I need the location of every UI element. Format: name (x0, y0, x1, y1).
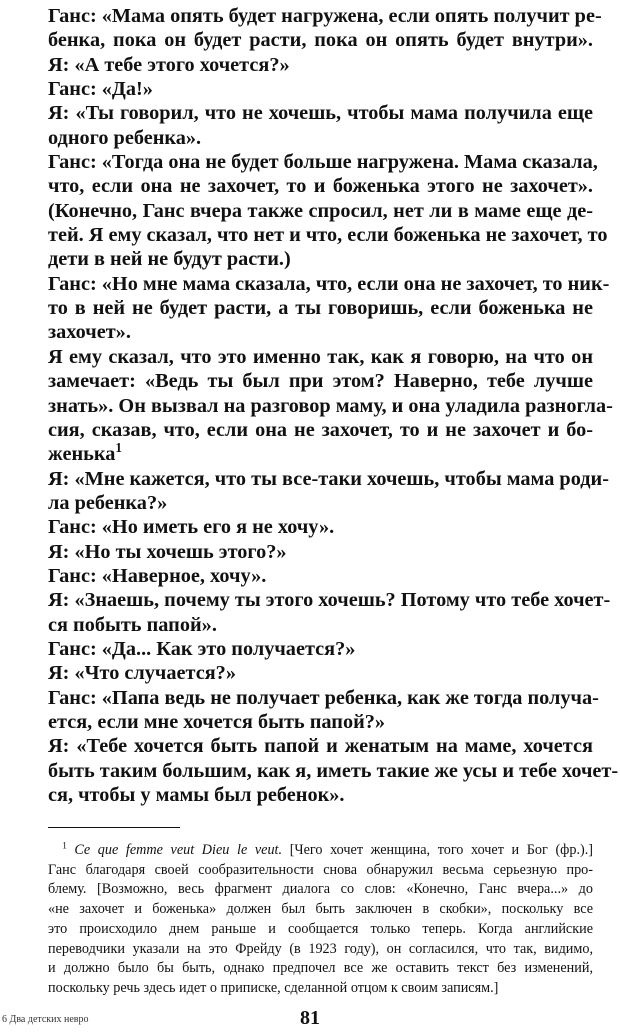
text-line: Я: «Мне кажется, что ты все-таки хочешь, чтобы мама роди- (48, 467, 609, 490)
text-line: быть таким большим, как я, иметь такие же усы и тебе хочет- (48, 759, 619, 782)
text-line: Ганс: «Да... Как это получается?» (48, 637, 356, 660)
footnote-quote: Ce que femme veut Dieu le veut. (74, 842, 283, 858)
text-line: захочет». (48, 321, 131, 344)
footnote-line: Ганс благодаря своей сообразительности снова обнаружил весьма серьезную про- (48, 861, 593, 878)
text-line: одного ребенка». (48, 126, 202, 149)
footnote-line: и должно было бы быть, однако предпочел все же оставить текст без изменений, (48, 960, 593, 977)
text-line: Ганс: «Тогда она не будет больше нагружена. Мама сказала, (48, 151, 598, 174)
main-text (48, 4, 619, 807)
footnote-line: это происходило днем раньше и сообщается только теперь. Когда английские (48, 920, 593, 937)
page-number: 81 (300, 1007, 320, 1029)
text-line: Ганс: «Но мне мама сказала, что, если она не захочет, то ник- (48, 272, 610, 295)
text-line: что, если она не захочет, то и боженька этого не захочет». (48, 175, 593, 198)
footnote-marker: 1 (62, 840, 67, 851)
text-line: тей. Я ему сказал, что нет и что, если боженька не захочет, то (48, 224, 608, 247)
text-line: Я: «Что случается?» (48, 662, 236, 685)
text-line: Ганс: «Наверное, хочу». (48, 564, 267, 587)
text-line: ся, чтобы у мамы был ребенок». (48, 784, 345, 806)
text-line: Я: «Но ты хочешь этого?» (48, 540, 287, 563)
text-line: ся побыть папой». (48, 613, 217, 636)
footnote (48, 841, 593, 999)
text-line-content: женька (48, 443, 116, 466)
text-line: бенка, пока он будет расти, пока он опять будет внутри». (48, 29, 593, 52)
footnote-line (48, 841, 593, 861)
text-line (48, 442, 593, 466)
text-line: (Конечно, Ганс вчера также спросил, нет ли в маме еще де- (48, 199, 593, 222)
text-line: знать». Он вызвал на разговор маму, и она уладила разногла- (48, 394, 613, 417)
footnote-line: переводчики указали на это Фрейду (в 1923 году), он согласился, что так, видимо, (48, 940, 593, 957)
text-line: дети в ней не будут расти.) (48, 248, 291, 271)
text-line: Я: «Тебе хочется быть папой и женатым на маме, хочется (48, 735, 593, 758)
footnote-line: блему. [Возможно, весь фрагмент диалога со слов: «Конечно, Ганс вчера...» до (48, 881, 593, 898)
text-line: Ганс: «Мама опять будет нагружена, если опять получит ре- (48, 5, 602, 27)
text-line: сия, сказав, что, если она не захочет, то и не захочет и бо- (48, 418, 593, 441)
text-line: Я: «Ты говорил, что не хочешь, чтобы мама получила еще (48, 102, 593, 125)
text-line: Я: «А тебе этого хочется?» (48, 53, 290, 76)
footnote-divider (48, 827, 180, 828)
footnote-reference: 1 (115, 440, 122, 456)
text-line: Я ему сказал, что это именно так, как я говорю, на что он (48, 345, 593, 368)
footnote-translation: [Чего хочет женщина, того хочет и Бог (фр.).] (289, 842, 593, 858)
printer-signature: 6 Два детских невро (2, 1014, 89, 1025)
text-line: Ганс: «Папа ведь не получает ребенка, как же тогда получа- (48, 686, 599, 709)
text-line: Ганс: «Да!» (48, 78, 153, 101)
text-line: ется, если мне хочется быть папой?» (48, 710, 386, 733)
footnote-line: поскольку речь здесь идет о приписке, сделанной отцом к своим записям.] (48, 979, 499, 996)
text-line: замечает: «Ведь ты был при этом? Наверно, тебе лучше (48, 370, 593, 393)
text-line: то в ней не будет расти, а ты говоришь, если боженька не (48, 297, 593, 320)
text-line: ла ребенка?» (48, 491, 168, 514)
footnote-line: «не захочет и боженька» должен был быть заключен в скобки», поскольку все (48, 901, 593, 918)
text-line: Я: «Знаешь, почему ты этого хочешь? Потому что тебе хочет- (48, 589, 611, 612)
text-line: Ганс: «Но иметь его я не хочу». (48, 516, 335, 539)
